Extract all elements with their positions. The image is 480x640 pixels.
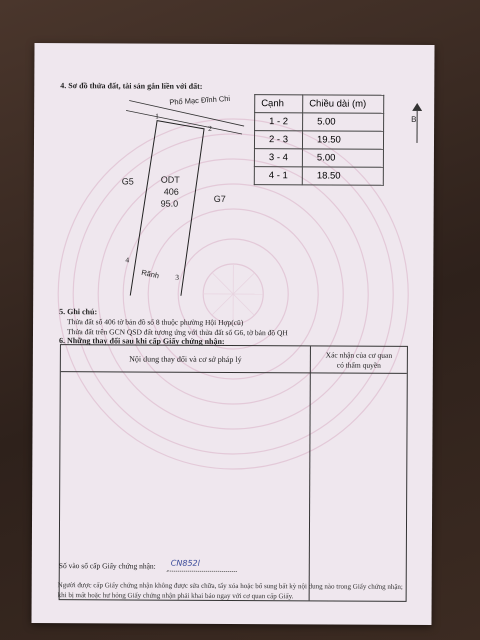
- edge-header: Cạnh: [255, 95, 303, 113]
- note-line-1: Thửa đất số 406 tờ bản đồ số 8 thuộc phường Hội Hợp(cũ): [67, 317, 244, 328]
- edge-cell: 1 - 2: [255, 113, 303, 131]
- vertex-3: 3: [175, 272, 180, 282]
- north-label: B: [411, 114, 417, 124]
- registry-number: CN852l: [170, 558, 200, 568]
- content-column-header: Nội dung thay đổi và cơ sở pháp lý: [129, 354, 242, 365]
- table-row: [254, 167, 383, 186]
- length-header: Chiều dài (m): [303, 95, 384, 113]
- confirm-column-header: [311, 350, 407, 371]
- ditch-label: Rãnh: [140, 267, 161, 281]
- confirm-header-line-1: Xác nhận của cơ quan: [325, 350, 393, 360]
- footer-notice: Người được cấp Giấy chứng nhận không được sửa chữa, tẩy xóa hoặc bổ sung bất kỳ nội dung nào trong Giấy chứng nhận; khi bị mất hoặc hư hỏng Giấy chứng nhận phải khai báo ngay với cơ quan cấp Giấy.: [57, 581, 403, 601]
- table-row: [254, 131, 383, 150]
- section5-title: 5. Ghi chú:: [59, 307, 98, 317]
- section4-title: 4. Sơ đồ thửa đất, tài sản gắn liền với đất:: [60, 81, 203, 91]
- vertex-2: 2: [208, 123, 212, 133]
- parcel-number: 406: [163, 186, 179, 197]
- length-cell: 19.50: [302, 131, 383, 149]
- table-row: [254, 149, 383, 168]
- parcel-area: 95.0: [160, 198, 179, 209]
- edge-length-table: [254, 94, 384, 186]
- confirm-header-line-2: có thẩm quyền: [336, 360, 381, 370]
- edge-cell: 4 - 1: [254, 167, 302, 185]
- edge-cell: 2 - 3: [254, 131, 302, 149]
- note-line-2: Thửa đất trên GCN QSD đất tương ứng với thửa đất số G6, tờ bản đồ QH: [66, 327, 288, 338]
- neighbor-right: G7: [213, 193, 226, 204]
- table-row: [255, 113, 384, 132]
- neighbor-left: G5: [121, 176, 134, 187]
- length-cell: 18.50: [302, 167, 383, 185]
- street-label: Phố Mạc Đĩnh Chi: [168, 93, 231, 107]
- land-code: ODT: [160, 174, 180, 185]
- registry-label: Số vào sổ cấp Giấy chứng nhận:: [58, 561, 156, 571]
- length-cell: 5.00: [303, 113, 384, 131]
- edge-table-header: [255, 95, 384, 114]
- section6-title: 6. Những thay đổi sau khi cấp Giấy chứng nhận:: [58, 336, 225, 346]
- column-divider: [309, 346, 311, 600]
- vertex-4: 4: [125, 255, 130, 265]
- length-cell: 5.00: [302, 149, 383, 167]
- street-line-bottom: [126, 110, 242, 134]
- certificate-page: [31, 43, 434, 625]
- vertex-1: 1: [155, 111, 159, 121]
- edge-cell: 3 - 4: [254, 149, 302, 167]
